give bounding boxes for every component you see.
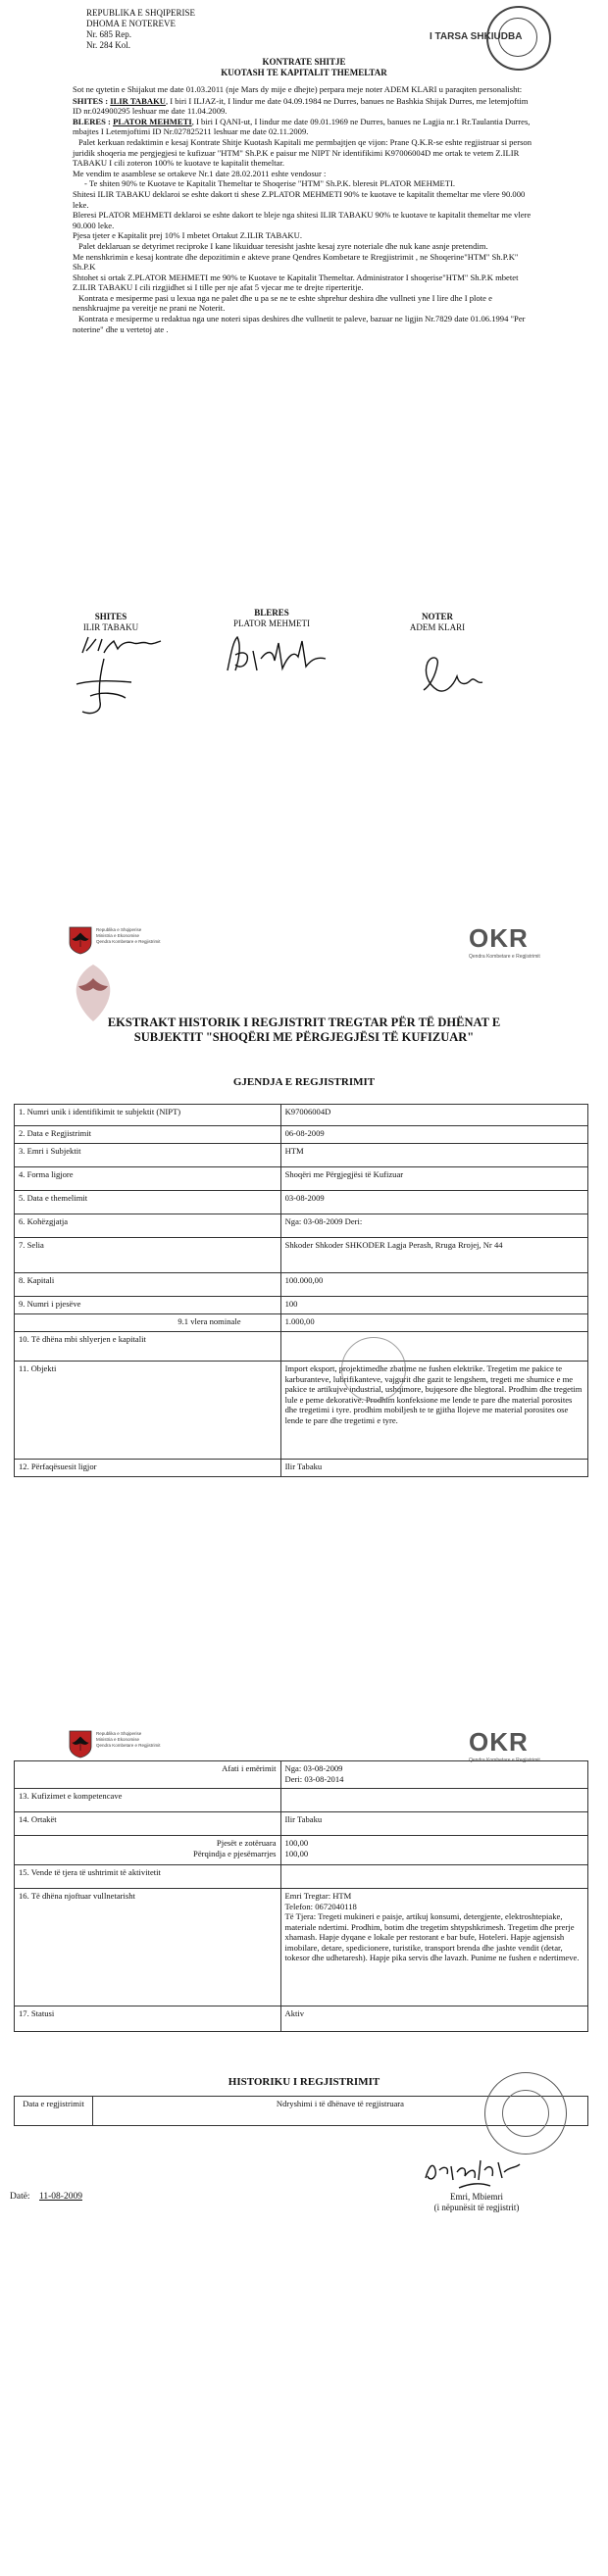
buyer-label: BLERES : [73,116,111,126]
row-value: HTM [280,1144,587,1167]
row-value: K97006004D [280,1105,587,1126]
registry-seal-inner [502,2090,549,2137]
notary-signature [410,651,488,700]
table-row [15,1297,588,1314]
contract-page [0,0,608,863]
buyer-sig-label: BLERES [254,608,289,618]
albania-emblem-icon [67,1729,94,1759]
row-label: 17. Statusi [15,2006,281,2032]
row-label: 14. Ortakët [15,1812,281,1836]
row-value: Nga: 03-08-2009 Deri: [280,1214,587,1238]
row-label: Afati i emërimit [15,1761,281,1789]
table-row [15,1789,588,1812]
table-row [15,1105,588,1126]
table-row [15,1238,588,1273]
row-value: 100.000,00 [280,1273,587,1297]
registration-table [14,1104,588,1477]
table-row [15,1191,588,1214]
contract-paragraph-3: - Te shiten 90% te Kuotave te Kapitalit Themeltar te Shoqerise "HTM" Sh.P.K. bleresit PLATOR MEHMETI. [84,178,456,189]
history-change-header: Ndryshimi i të dhënave të regjistruara [92,2097,587,2126]
buyer-details: , I biri I QANI-ut, I lindur me date 09.01.1969 ne Durres, banues ne Lagjia nr.1 Rr.Taulantia Durres, mbajtes I Letemjoftimi ID Nr.027825211 leshuar me date 02.11.2009. [73,116,531,137]
contract-paragraph-11: Kontrata e mesiperme u redaktua nga une noteri sipas deshires dhe vullnetit te paleve, bazuar ne ligjin Nr.7829 date 01.06.1994 "Per noterine" dhe u vertetoj ate . [73,314,526,334]
row-value: Shkoder Shkoder SHKODER Lagja Perash, Rruga Rrojej, Nr 44 [280,1238,587,1273]
contract-body [73,84,533,334]
official-role: (i nëpunësit të regjistrit) [433,2203,520,2212]
buyer-signature [224,631,331,680]
gov-line-1: Republika e Shqiperise [96,1731,142,1736]
row-label: 5. Data e themelimit [15,1191,281,1214]
row-value: Ilir Tabaku [280,1812,587,1836]
seller-sig-label: SHITES [94,612,127,621]
extract-date-label: Datë: [10,2192,30,2202]
row-value: Aktiv [280,2006,587,2032]
okr-logo-text: OKR [469,923,529,953]
table-row [15,1761,588,1789]
row-label: 9.1 vlera nominale [15,1314,281,1332]
gov-line-3: Qendra Kombetare e Regjistrimit [96,939,161,944]
table-row [15,1865,588,1889]
row-label: 15. Vende të tjera të ushtrimit të aktivitetit [15,1865,281,1889]
history-date-header: Data e regjistrimit [15,2097,93,2126]
row-label: 11. Objekti [15,1362,281,1460]
row-label: 12. Përfaqësuesit ligjor [15,1460,281,1477]
seller-details: , I biri I ILJAZ-it, I lindur me date 04.09.1984 ne Durres, banues ne Bashkia Shijak Durres, me letemjoftim ID nr.024900295 leshuar me date 11.04.2009. [73,95,529,117]
okr-logo [469,923,540,960]
seller-paragraph [73,96,533,117]
seller-sig-name: ILIR TABAKU [82,622,139,632]
row-label: 9. Numri i pjesëve [15,1297,281,1314]
okr-logo-text: OKR [469,1727,529,1757]
registry-seal [341,1337,406,1402]
stamp-text: I TARSA SHKIUDBA [430,31,523,42]
notary-sig-name: ADEM KLARI [409,622,466,632]
row-value: Emri Tregtar: HTM Telefon: 0672040118 Të Tjera: Tregeti mukineri e paisje, artikuj konsumi, detergjente, elektroshtepiake, materiale ndertimi. Prodhim, botim dhe tregetim shtypshkrimesh. Tregetim dhe prerje xhamash. Hapje dyqane e lokale per restorant e bar bufe, Hoteleri. Hapje agjensish imobilare, detare, spedicionere, turistike, transport brenda dhe jashte vendit (detar, tokesor dhe udhetaresh). Hapje pika servis dhe lavazh. Punime ne fushen e ndertimeve. [280,1889,587,2006]
contract-paragraph-6: Pjesa tjeter e Kapitalit prej 10% I mbetet Ortakut Z.ILIR TABAKU. [73,230,302,241]
gov-line-2: Ministria e Ekonomise [96,933,140,938]
row-label: 16. Të dhëna njoftuar vullnetarisht [15,1889,281,2006]
row-label: 2. Data e Regjistrimit [15,1126,281,1144]
registration-status-title: GJENDJA E REGJISTRIMIT [232,1076,376,1088]
buyer-sig-name: PLATOR MEHMETI [232,619,311,628]
buyer-name: PLATOR MEHMETI [113,116,192,126]
buyer-paragraph [73,117,533,137]
extract-title-2: SUBJEKTIT "SHOQËRI ME PËRGJEGJËSI TË KUFIZUAR" [133,1030,475,1044]
row-value: 100,00 100,00 [280,1836,587,1865]
row-value [280,1789,587,1812]
contract-paragraph-7: Palet deklaruan se detyrimet reciproke I kane likuiduar teresisht jashte kesaj zyre noteriale dhe nuk kane asnje pretendim. [78,240,488,251]
history-title: HISTORIKU I REGJISTRIMIT [228,2076,380,2088]
seller-label: SHITES : [73,95,109,106]
albania-emblem-icon [67,925,94,955]
okr-logo [469,1727,540,1763]
kol-number: Nr. 284 Kol. [86,40,130,50]
official-name: Emri, Mbiemri [450,2192,503,2202]
table-row [15,1144,588,1167]
row-value [280,1332,587,1362]
okr-logo-subtitle: Qendra Kombetare e Regjistrimit [469,1758,540,1763]
table-row [15,1812,588,1836]
extract-page-2 [0,1706,608,2576]
table-row [15,1332,588,1362]
registration-table-continued [14,1760,588,2032]
gov-line-3: Qendra Kombetare e Regjistrimit [96,1743,161,1748]
row-label: 1. Numri unik i identifikimit te subjektit (NIPT) [15,1105,281,1126]
table-row [15,1273,588,1297]
notary-sig-label: NOTER [421,612,453,621]
row-value: Import eksport, projektimedhe zbatime ne fushen elektrike. Tregetim me pakice te karburanteve, lubrifikanteve, vajgurit dhe gazit te lengshem, tregeti me shumice e me pakice te artikujve industrial, ushqimore, bujqesore dhe blegtoral. Prodhim dhe tregetim lule e peme dekorative. Prodhim konfeksione me lende te pare dhe material porosites dhe tregetimi i tyre. prodhim mobiljesh te te gjitha llojeve me material porosites ose lende te pare dhe tregetimi e tyre. [280,1362,587,1460]
seller-signature-mark [71,655,139,719]
table-row [15,1362,588,1460]
row-value: 06-08-2009 [280,1126,587,1144]
table-row [15,1214,588,1238]
row-label: 8. Kapitali [15,1273,281,1297]
row-label: 10. Të dhëna mbi shlyerjen e kapitalit [15,1332,281,1362]
republic-header: REPUBLIKA E SHQIPERISE [86,8,196,18]
official-signature [420,2149,528,2198]
table-row [15,1836,588,1865]
contract-paragraph-4: Shitesi ILIR TABAKU deklaroi se eshte dakort ti shese Z.PLATOR MEHMETI 90% te kuotave te kapitalit themeltar me vlere 90.000 leke. [73,188,526,210]
contract-paragraph-1: Palet kerkuan redaktimin e kesaj Kontrate Shitje Kuotash Kapitali me permbajtjen qe vijon: Prane Q.K.R-se eshte regjistruar si person juridik shoqeria me pergjegjesi te kufizuar "HTM" Sh.P.K e paisur me NIPT Nr identifikimi K97006004D me ortak te vetem Z.ILIR TABAKU I cili zoteron 100% te kuotave te kapitalit themeltar. [73,136,532,169]
table-row [15,1167,588,1191]
table-row [15,1460,588,1477]
row-label: 4. Forma ligjore [15,1167,281,1191]
contract-paragraph-10: Kontrata e mesiperme pasi u lexua nga ne palet dhe u pa se ne te eshte shprehur deshira dhe vullneti yne I lire dhe I plote e nenshkruajme pa vereitje ne prani ne Noterit. [73,292,492,314]
table-row [15,2006,588,2032]
row-label: 13. Kufizimet e kompetencave [15,1789,281,1812]
row-value: 03-08-2009 [280,1191,587,1214]
contract-paragraph-2: Me vendim te asamblese se ortakeve Nr.1 date 28.02.2011 eshte vendosur : [73,168,327,178]
row-label: 7. Selia [15,1238,281,1273]
seller-name: ILIR TABAKU [110,95,166,106]
row-value [280,1865,587,1889]
row-value: 1.000,00 [280,1314,587,1332]
extract-date-value: 11-08-2009 [39,2192,82,2202]
row-label: 6. Kohëzgjatja [15,1214,281,1238]
row-value: Nga: 03-08-2009 Deri: 03-08-2014 [280,1761,587,1789]
gov-line-2: Ministria e Ekonomise [96,1737,140,1742]
row-label: Pjesët e zotëruara Përqindja e pjesëmarrjes [15,1836,281,1865]
row-value: 100 [280,1297,587,1314]
contract-subtitle: KUOTASH TE KAPITALIT THEMELTAR [221,68,387,77]
extract-page-1 [0,902,608,1647]
extract-title-1: EKSTRAKT HISTORIK I REGJISTRIT TREGTAR PËR TË DHËNAT E [107,1016,501,1029]
okr-logo-subtitle: Qendra Kombetare e Regjistrimit [469,954,540,960]
table-row [15,1126,588,1144]
table-row [15,1889,588,2006]
row-label: 3. Emri i Subjektit [15,1144,281,1167]
table-row [15,1314,588,1332]
contract-title: KONTRATE SHITJE [262,57,346,67]
contract-paragraph-8: Me nenshkrimin e kesaj kontrate dhe depozitimin e akteve prane Qendres Kombetare te Rregjistrimit , ne Shoqerine"HTM" Sh.P.K" Sh.P.K [73,251,519,272]
row-value: Ilir Tabaku [280,1460,587,1477]
contract-intro: Sot ne qytetin e Shijakut me date 01.03.2011 (nje Mars dy mije e dhejte) perpara meje noter ADEM KLARI u paraqiten personalisht: [73,84,523,94]
gov-line-1: Republika e Shqiperise [96,927,142,932]
chamber-header: DHOMA E NOTEREVE [86,19,176,28]
contract-paragraph-5: Bleresi PLATOR MEHMETI deklaroi se eshte dakort te bleje nga shitesi ILIR TABAKU 90% te kuotave te kapitalit themeltar me vlere 90.000 leke. [73,210,532,230]
rep-number: Nr. 685 Rep. [86,29,131,39]
row-value: Shoqëri me Përgjegjësi të Kufizuar [280,1167,587,1191]
contract-paragraph-9: Shtohet si ortak Z.PLATOR MEHMETI me 90% te Kuotave te Kapitalit Themeltar. Administrator I shoqerise"HTM" Sh.P.K mbetet Z.ILIR TABAKU I cili rizgjidhet si I tille per nje afat 5 vjecar me te drejte riperteritje. [73,272,519,293]
